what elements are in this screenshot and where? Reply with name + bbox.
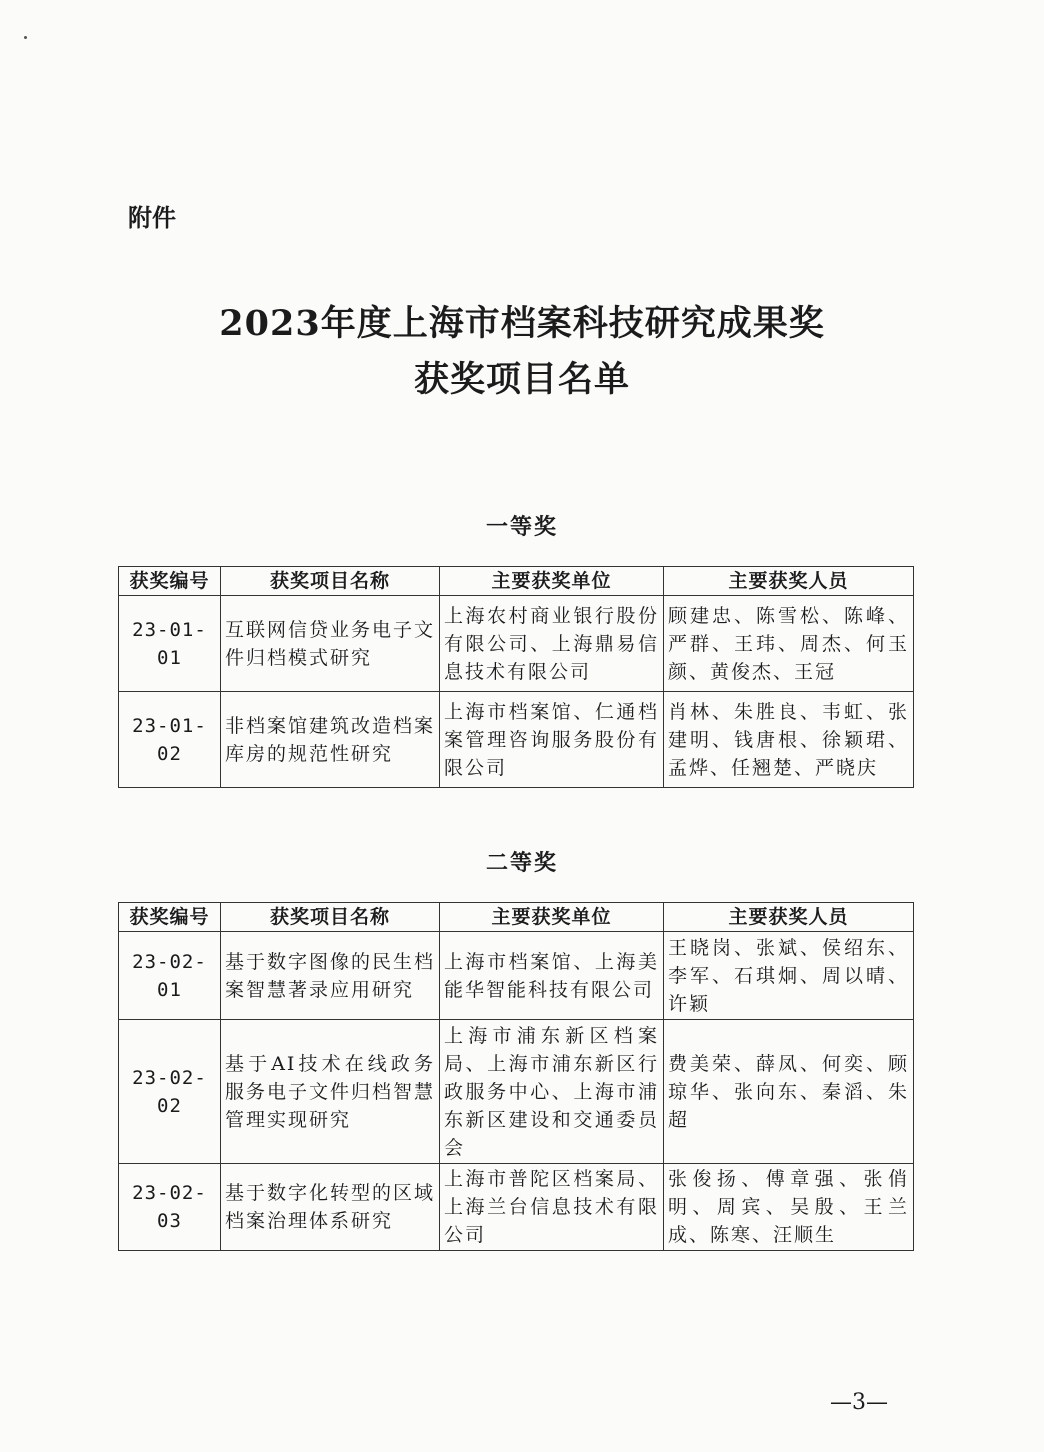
project-name: 非档案馆建筑改造档案库房的规范性研究 bbox=[221, 692, 440, 788]
project-name: 基于数字化转型的区域档案治理体系研究 bbox=[221, 1164, 440, 1251]
table-row bbox=[119, 1164, 914, 1251]
project-name: 互联网信贷业务电子文件归档模式研究 bbox=[221, 596, 440, 692]
project-name: 基于AI技术在线政务服务电子文件归档智慧管理实现研究 bbox=[221, 1020, 440, 1164]
award-unit: 上海市档案馆、仁通档案管理咨询服务股份有限公司 bbox=[440, 692, 664, 788]
column-header-people: 主要获奖人员 bbox=[664, 567, 914, 596]
column-header-unit: 主要获奖单位 bbox=[440, 903, 664, 932]
section-title-first-prize: 一等奖 bbox=[485, 514, 558, 540]
award-unit: 上海市浦东新区档案局、上海市浦东新区行政服务中心、上海市浦东新区建设和交通委员会 bbox=[440, 1020, 664, 1164]
annex-label: 附件 bbox=[128, 204, 176, 232]
page-number: —3— bbox=[830, 1390, 888, 1415]
section-title-second-prize: 二等奖 bbox=[485, 850, 558, 876]
award-people: 肖林、朱胜良、韦虹、张建明、钱唐根、徐颖珺、孟烨、任翘楚、严晓庆 bbox=[664, 692, 914, 788]
document-title-line2: 获奖项目名单 bbox=[413, 359, 630, 400]
column-header-name: 获奖项目名称 bbox=[221, 903, 440, 932]
award-unit: 上海农村商业银行股份有限公司、上海鼎易信息技术有限公司 bbox=[440, 596, 664, 692]
table-row bbox=[119, 596, 914, 692]
document-title-line1: 2023年度上海市档案科技研究成果奖 bbox=[219, 303, 825, 344]
award-people: 顾建忠、陈雪松、陈峰、严群、王玮、周杰、何玉颜、黄俊杰、王冠 bbox=[664, 596, 914, 692]
table-header-row bbox=[119, 567, 914, 596]
award-code: 23-02-01 bbox=[119, 932, 221, 1020]
column-header-code: 获奖编号 bbox=[119, 903, 221, 932]
column-header-name: 获奖项目名称 bbox=[221, 567, 440, 596]
award-people: 张俊扬、傅章强、张俏明、周宾、吴殷、王兰成、陈寒、汪顺生 bbox=[664, 1164, 914, 1251]
award-people: 王晓岗、张斌、侯绍东、李军、石琪炯、周以晴、许颖 bbox=[664, 932, 914, 1020]
award-code: 23-01-01 bbox=[119, 596, 221, 692]
table-row bbox=[119, 692, 914, 788]
table-row bbox=[119, 1020, 914, 1164]
table-header-row bbox=[119, 903, 914, 932]
award-unit: 上海市普陀区档案局、上海兰台信息技术有限公司 bbox=[440, 1164, 664, 1251]
award-code: 23-02-03 bbox=[119, 1164, 221, 1251]
scan-speck bbox=[24, 36, 27, 39]
award-unit: 上海市档案馆、上海美能华智能科技有限公司 bbox=[440, 932, 664, 1020]
column-header-code: 获奖编号 bbox=[119, 567, 221, 596]
table-row bbox=[119, 932, 914, 1020]
award-people: 费美荣、薛凤、何奕、顾琼华、张向东、秦滔、朱超 bbox=[664, 1020, 914, 1164]
project-name: 基于数字图像的民生档案智慧著录应用研究 bbox=[221, 932, 440, 1020]
award-code: 23-02-02 bbox=[119, 1020, 221, 1164]
second-prize-table bbox=[118, 902, 914, 1251]
column-header-people: 主要获奖人员 bbox=[664, 903, 914, 932]
award-code: 23-01-02 bbox=[119, 692, 221, 788]
first-prize-table bbox=[118, 566, 914, 788]
column-header-unit: 主要获奖单位 bbox=[440, 567, 664, 596]
